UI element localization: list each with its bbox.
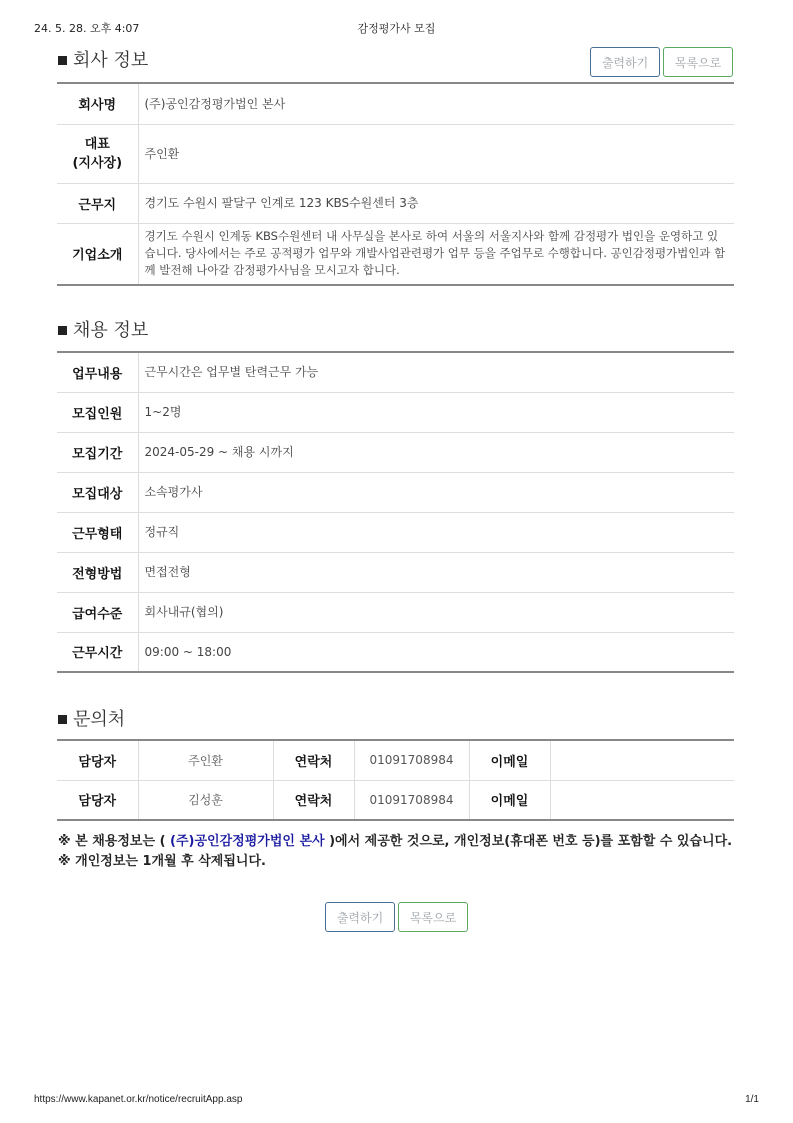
privacy-notice-line2: ※ 개인정보는 1개월 후 삭제됩니다. [58, 854, 266, 869]
job-desc-value: 근무시간은 업무별 탄력근무 가능 [138, 352, 734, 392]
email-value [550, 780, 734, 820]
recruit-section-title-text: 채용 정보 [73, 320, 149, 341]
recruit-section-title [58, 316, 148, 342]
person-value: 김성훈 [138, 780, 273, 820]
contact-section-title-text: 문의처 [73, 709, 126, 730]
salary-value: 회사내규(협의) [138, 592, 734, 632]
company-section-title-text: 회사 정보 [73, 50, 149, 71]
work-hours-value: 09:00 ~ 18:00 [138, 632, 734, 672]
company-row-name [57, 83, 734, 124]
phone-value: 01091708984 [354, 780, 469, 820]
recruit-row [57, 552, 734, 592]
notice-prefix: ※ 본 채용정보는 ( [58, 834, 171, 849]
print-button-bottom[interactable]: 출력하기 [325, 902, 395, 932]
contact-section-title [58, 705, 125, 731]
person-value: 주인환 [138, 740, 273, 780]
job-desc-label: 업무내용 [57, 352, 138, 392]
company-name-label: 회사명 [57, 83, 138, 124]
selection-label: 전형방법 [57, 552, 138, 592]
print-title: 감정평가사 모집 [357, 22, 436, 35]
recruit-row [57, 472, 734, 512]
period-label: 모집기간 [57, 432, 138, 472]
notice-company: (주)공인감정평가법인 본사 [170, 834, 325, 849]
square-bullet-icon [58, 326, 67, 335]
company-section-title [58, 46, 148, 72]
print-button-top[interactable]: 출력하기 [590, 47, 660, 77]
company-row-intro [57, 223, 734, 285]
email-label: 이메일 [469, 780, 550, 820]
intro-value: 경기도 수원시 인계동 KBS수원센터 내 사무실을 본사로 하여 서울의 서울지사와 함께 감정평가 법인을 운영하고 있습니다. 당사에서는 주로 공적평가 업무와 개발사업관련평가 업무 등을 주업무로 수행합니다. 공인감정평가법인과 함께 발전해 나아갈 감정평가사님을 모시고자 합니다. [138, 223, 734, 285]
recruit-row [57, 592, 734, 632]
recruit-info-table [57, 351, 734, 673]
target-value: 소속평가사 [138, 472, 734, 512]
recruit-row [57, 392, 734, 432]
work-hours-label: 근무시간 [57, 632, 138, 672]
phone-label: 연락처 [273, 780, 354, 820]
person-label: 담당자 [57, 780, 138, 820]
contact-row [57, 780, 734, 820]
company-row-ceo [57, 124, 734, 183]
salary-label: 급여수준 [57, 592, 138, 632]
email-label: 이메일 [469, 740, 550, 780]
ceo-label: 대표 (지사장) [57, 124, 138, 183]
notice-suffix: )에서 제공한 것으로, 개인정보(휴대폰 번호 등)를 포함할 수 있습니다. [324, 834, 733, 849]
print-date: 24. 5. 28. 오후 4:07 [34, 22, 140, 35]
selection-value: 면접전형 [138, 552, 734, 592]
contact-row [57, 740, 734, 780]
location-label: 근무지 [57, 183, 138, 223]
print-footer-page: 1/1 [745, 1094, 759, 1105]
print-footer-url: https://www.kapanet.or.kr/notice/recruitApp.asp [34, 1094, 243, 1105]
employment-type-value: 정규직 [138, 512, 734, 552]
company-row-location [57, 183, 734, 223]
recruit-row [57, 632, 734, 672]
period-value: 2024-05-29 ~ 채용 시까지 [138, 432, 734, 472]
list-button-top[interactable]: 목록으로 [663, 47, 733, 77]
ceo-value: 주인환 [138, 124, 734, 183]
phone-label: 연락처 [273, 740, 354, 780]
phone-value: 01091708984 [354, 740, 469, 780]
target-label: 모집대상 [57, 472, 138, 512]
email-value [550, 740, 734, 780]
headcount-label: 모집인원 [57, 392, 138, 432]
recruit-row [57, 432, 734, 472]
recruit-row [57, 512, 734, 552]
list-button-bottom[interactable]: 목록으로 [398, 902, 468, 932]
person-label: 담당자 [57, 740, 138, 780]
employment-type-label: 근무형태 [57, 512, 138, 552]
company-info-table [57, 82, 734, 286]
recruit-row [57, 352, 734, 392]
location-value: 경기도 수원시 팔달구 인계로 123 KBS수원센터 3층 [138, 183, 734, 223]
square-bullet-icon [58, 56, 67, 65]
square-bullet-icon [58, 715, 67, 724]
headcount-value: 1~2명 [138, 392, 734, 432]
privacy-notice [58, 832, 738, 872]
company-name-value: (주)공인감정평가법인 본사 [138, 83, 734, 124]
privacy-notice-line1 [58, 832, 738, 852]
intro-label: 기업소개 [57, 223, 138, 285]
contact-table [57, 739, 734, 821]
